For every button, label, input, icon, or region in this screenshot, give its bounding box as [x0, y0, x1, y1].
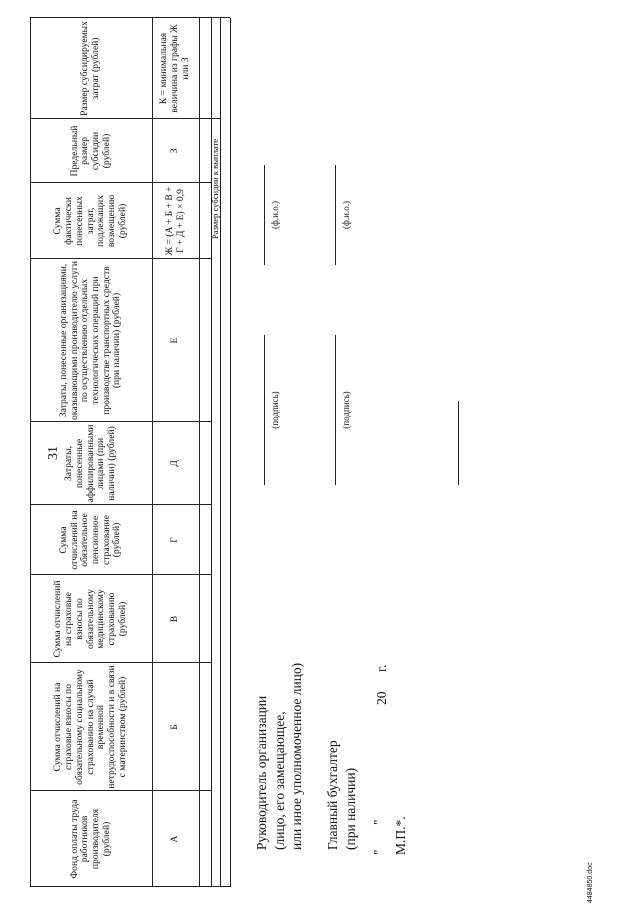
head-signature-line	[264, 335, 265, 485]
head-name-caption: (ф.и.о.)	[270, 201, 280, 229]
head-line-1: Руководитель организации	[254, 695, 269, 850]
head-line-3: или иное уполномоченное лицо)	[289, 662, 305, 850]
code-g: Г	[169, 537, 181, 543]
date-quote-close: "	[371, 819, 386, 825]
head-title	[253, 510, 306, 850]
stamp-mark: М.П.*.	[393, 816, 408, 855]
total-subsidy-label: Размер субсидии к выплате	[209, 138, 220, 240]
accountant-name-line	[335, 165, 336, 265]
code-v: В	[169, 615, 181, 623]
accountant-name-caption: (ф.и.о.)	[341, 201, 351, 229]
footer-doc-code: 4484850.doc	[587, 862, 594, 903]
head-signature-caption: (подпись)	[270, 391, 280, 429]
accountant-title	[324, 650, 359, 850]
page-number: 31	[46, 446, 61, 460]
date-blank-line	[458, 401, 459, 485]
accountant-line-1: Главный бухгалтер	[325, 740, 340, 850]
code-d: Д	[169, 460, 181, 467]
header-medical-insurance: Сумма отчислений на страховые взносы по обязательному медицинскому страхованию (рублей)	[52, 580, 128, 658]
date-year-suffix: г.	[374, 664, 389, 672]
accountant-signature-line	[335, 335, 336, 485]
accountant-signature-caption: (подпись)	[341, 391, 351, 429]
code-k-formula: К = минимальная величина из графы Ж или З	[158, 24, 191, 113]
header-actual-costs: Сумма фактически понесенных затрат, подлежащих возмещению (рублей)	[52, 194, 128, 248]
code-e: Е	[169, 337, 181, 344]
accountant-line-2: (при наличии)	[342, 767, 358, 850]
code-zh-formula: Ж = (А + Б + В + Г + Д + Е) × 0,9	[163, 186, 186, 256]
header-pension-insurance: Сумма отчислений на обязательное пенсионное страхование (рублей)	[57, 510, 123, 570]
code-b: Б	[169, 724, 181, 730]
table-border-right	[230, 18, 231, 887]
date-year-prefix: 20	[374, 691, 389, 705]
head-line-2: (лицо, его замещающее,	[271, 711, 287, 850]
table-code-row-bottom	[199, 18, 200, 887]
header-social-insurance: Сумма отчислений на страховые взносы по обязательному социальному страхованию на случай временной нетрудоспособности и в связи с материнством (рублей)	[52, 665, 128, 789]
header-contractor-costs: Затраты, понесенные организациями, оказывающими производителю услуги по осуществлению отдельных технологических операций при производстве транспортных средств (при наличии) (рублей)	[57, 261, 123, 420]
header-subsidized-costs: Размер субсидируемых затрат (рублей)	[79, 21, 101, 116]
code-z: З	[169, 148, 181, 154]
code-a: А	[169, 835, 181, 843]
header-max-subsidy: Предельный размер субсидии (рублей)	[68, 125, 112, 177]
header-affiliated-costs: Затраты, понесенные аффилированными лицами (при наличии) (рублей)	[63, 424, 118, 503]
header-wage-fund: Фонд оплаты труда работников производителя (рублей)	[68, 799, 112, 879]
date-quote-open: "	[371, 849, 386, 855]
head-name-line	[264, 165, 265, 265]
